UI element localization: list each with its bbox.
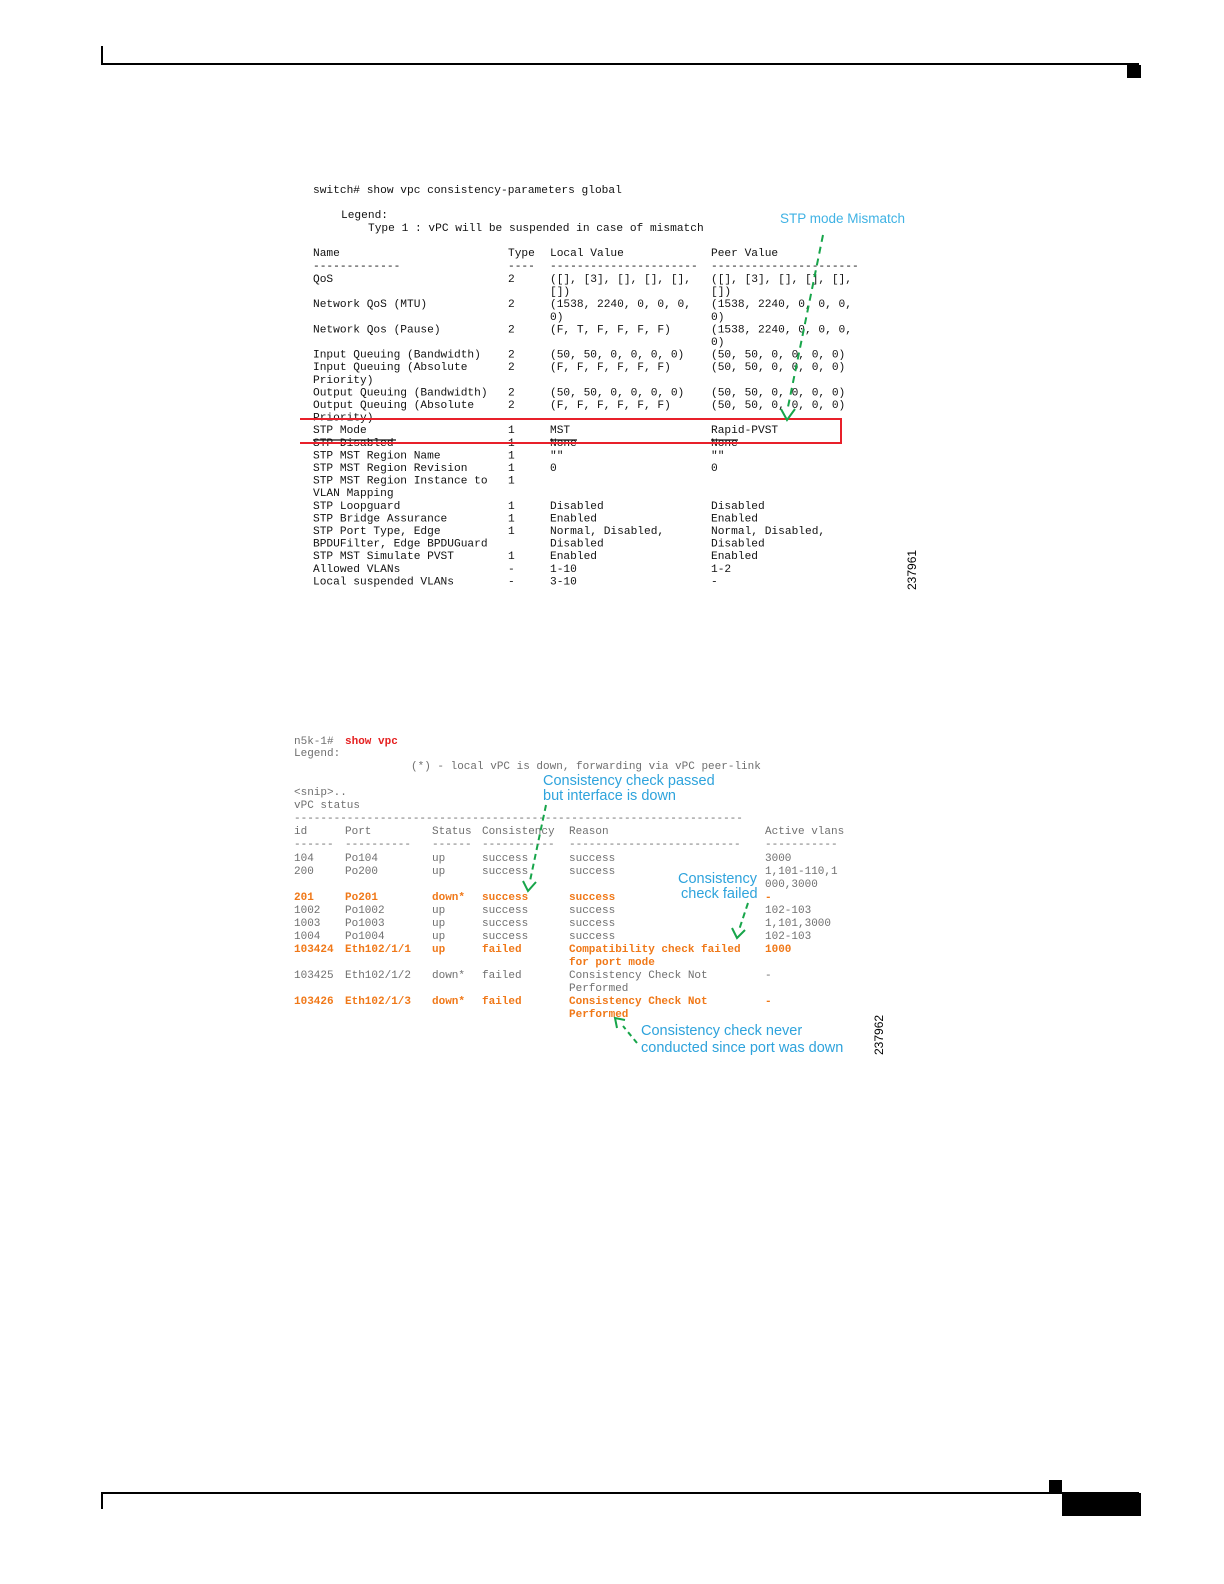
cell-consistency: success	[482, 905, 529, 917]
cell-local-value: Normal, Disabled,	[550, 526, 665, 538]
cell-consistency: success	[482, 931, 529, 943]
figure-consistency-parameters-canvas	[300, 175, 940, 605]
figure-id: 237961	[905, 549, 919, 590]
legend-line: (*) - local vPC is down, forwarding via vPC peer-link	[411, 761, 761, 773]
legend-line: Type 1 : vPC will be suspended in case of mismatch	[368, 223, 704, 235]
footer-corner-mark	[1049, 1480, 1062, 1493]
header-corner-mark	[1127, 65, 1141, 78]
cell-status: down*	[432, 970, 466, 982]
header-dash-type: ----	[508, 261, 535, 273]
cell-active-vlans: -	[765, 892, 772, 904]
legend-label: Legend:	[341, 210, 388, 222]
cell-peer-value: -	[711, 576, 718, 589]
snip-marker: <snip>..	[294, 787, 347, 799]
cell-peer-value: Disabled	[711, 538, 765, 551]
cell-consistency: success	[482, 866, 529, 878]
cell-type: 2	[508, 299, 515, 312]
header-local-value: Local Value	[550, 248, 624, 260]
cell-peer-value: ""	[711, 450, 725, 463]
cell-reason: Consistency Check Not	[569, 996, 708, 1008]
cell-status: up	[432, 853, 446, 865]
cell-type: 1	[508, 526, 515, 538]
header-peer-value: Peer Value	[711, 248, 779, 260]
cell-status: up	[432, 944, 446, 956]
cell-name: STP Mode	[313, 425, 367, 438]
cell-local-value: (50, 50, 0, 0, 0, 0)	[550, 349, 685, 362]
figure-id: 237962	[872, 1014, 886, 1055]
cell-peer-value: Normal, Disabled,	[711, 526, 826, 538]
cell-name: Network QoS (MTU)	[313, 299, 428, 312]
cell-name: Network Qos (Pause)	[313, 324, 441, 337]
cell-reason: Performed	[569, 1009, 629, 1021]
cell-port: Po201	[345, 892, 379, 904]
cell-local-value: [])	[550, 286, 571, 299]
cell-status: up	[432, 905, 446, 917]
header-status: Status	[432, 826, 472, 838]
cell-name: Local suspended VLANs	[313, 576, 454, 589]
cell-peer-value: 0	[711, 463, 718, 475]
cell-id: 103425	[294, 970, 334, 982]
header-dash-port: ----------	[345, 839, 412, 851]
cell-local-value: Enabled	[550, 513, 597, 526]
separator-line: --------------------------------------------------------------------	[294, 813, 743, 825]
cell-active-vlans: 102-103	[765, 931, 812, 943]
header-dash-name: -------------	[313, 261, 401, 273]
cell-reason: success	[569, 931, 616, 943]
header-type: Type	[508, 248, 535, 260]
cell-type: -	[508, 576, 515, 589]
cell-name: Output Queuing (Bandwidth)	[313, 387, 488, 400]
cell-peer-value: (50, 50, 0, 0, 0, 0)	[711, 349, 846, 362]
cell-port: Eth102/1/2	[345, 970, 412, 982]
cell-peer-value: (1538, 2240, 0, 0, 0,	[711, 324, 852, 337]
figure-consistency-parameters	[300, 175, 940, 605]
cell-active-vlans: 102-103	[765, 905, 812, 917]
cell-port: Po1002	[345, 905, 385, 917]
cell-name: STP MST Simulate PVST	[313, 551, 454, 564]
cell-peer-value: Enabled	[711, 551, 758, 564]
footer-page-tab	[1062, 1493, 1141, 1516]
cell-id: 1004	[294, 931, 321, 943]
header-reason: Reason	[569, 826, 609, 838]
table-header	[294, 826, 844, 851]
header-dash-id: ------	[294, 839, 334, 851]
cell-name: Output Queuing (Absolute	[313, 400, 475, 412]
cell-local-value: (1538, 2240, 0, 0, 0,	[550, 299, 691, 312]
cell-type: 1	[508, 475, 515, 488]
cell-name: Priority)	[313, 412, 374, 425]
cell-local-value: 0	[550, 463, 557, 475]
footer-tick-mark	[101, 1492, 103, 1509]
callout-passed-line2: but interface is down	[543, 788, 676, 804]
header-tick-mark	[101, 46, 103, 64]
callout-stp-mode-mismatch: STP mode Mismatch	[780, 211, 906, 226]
arrow-failed-head	[732, 928, 745, 938]
footer-rule	[101, 1492, 1139, 1494]
figure-show-vpc-canvas	[280, 725, 900, 1065]
cell-active-vlans: 3000	[765, 853, 792, 865]
cell-name: Priority)	[313, 374, 374, 387]
cell-name: BPDUFilter, Edge BPDUGuard	[313, 538, 488, 551]
cell-peer-value: (50, 50, 0, 0, 0, 0)	[711, 362, 846, 375]
cell-type: 2	[508, 387, 515, 400]
cell-local-value: 0)	[550, 311, 564, 324]
cell-type: 2	[508, 274, 515, 286]
cell-type: 2	[508, 349, 515, 362]
cell-port: Po200	[345, 866, 379, 878]
cell-id: 200	[294, 866, 314, 878]
cell-consistency: success	[482, 892, 529, 904]
header-dash-local: ----------------------	[550, 261, 698, 273]
cell-local-value: 1-10	[550, 563, 577, 576]
cell-status: up	[432, 931, 446, 943]
cell-name: STP Bridge Assurance	[313, 513, 448, 526]
arrow-failed-line	[739, 903, 748, 930]
cell-port: Po1003	[345, 918, 385, 930]
cell-peer-value: 1-2	[711, 563, 732, 576]
cell-local-value: Disabled	[550, 538, 604, 551]
cell-local-value: Enabled	[550, 551, 597, 564]
cell-local-value: 3-10	[550, 576, 577, 589]
legend-label: Legend:	[294, 748, 341, 760]
cell-reason: success	[569, 905, 616, 917]
cell-local-value: (F, T, F, F, F, F)	[550, 324, 671, 337]
cell-id: 1003	[294, 918, 321, 930]
cell-type: 1	[508, 450, 515, 463]
cell-type: 1	[508, 437, 515, 450]
cell-name: QoS	[313, 274, 334, 286]
cell-peer-value: Rapid-PVST	[711, 425, 779, 438]
arrow-never-line	[623, 1026, 637, 1043]
cell-name: STP MST Region Instance to	[313, 475, 488, 488]
arrow-passed-head	[523, 881, 536, 891]
cell-local-value: (F, F, F, F, F, F)	[550, 362, 671, 375]
header-dash-vlans: -----------	[765, 839, 838, 851]
cell-port: Po1004	[345, 931, 385, 943]
cell-peer-value: ([], [3], [], [], [],	[711, 274, 852, 286]
header-active-vlans: Active vlans	[765, 826, 845, 838]
cell-reason: Consistency Check Not	[569, 970, 708, 982]
cell-name: VLAN Mapping	[313, 488, 394, 501]
cell-consistency: failed	[482, 970, 522, 982]
cell-peer-value: Enabled	[711, 513, 758, 526]
cell-active-vlans: -	[765, 996, 772, 1008]
header-rule	[101, 63, 1139, 65]
cell-reason: for port mode	[569, 957, 655, 969]
cell-name: Input Queuing (Absolute	[313, 362, 468, 375]
cell-status: down*	[432, 892, 466, 904]
cell-reason: success	[569, 918, 616, 930]
cell-type: 2	[508, 362, 515, 375]
cell-id: 103424	[294, 944, 334, 956]
header-port: Port	[345, 826, 372, 838]
header-dash-status: ------	[432, 839, 472, 851]
cell-local-value: Disabled	[550, 500, 604, 513]
cell-reason: Performed	[569, 983, 629, 995]
cell-consistency: success	[482, 853, 529, 865]
cell-consistency: failed	[482, 944, 522, 956]
cli-command: show vpc	[345, 736, 398, 748]
cell-type: 2	[508, 324, 515, 337]
cell-name: STP Port Type, Edge	[313, 526, 441, 538]
cell-id: 103426	[294, 996, 334, 1008]
cell-id: 104	[294, 853, 314, 865]
cell-active-vlans: -	[765, 970, 772, 982]
callout-never-line1: Consistency check never	[641, 1023, 803, 1039]
cell-name: STP Disabled	[313, 437, 394, 450]
header-name: Name	[313, 248, 340, 260]
cli-prompt: n5k-1#	[294, 736, 334, 748]
cli-command: switch# show vpc consistency-parameters global	[313, 185, 622, 197]
cell-reason: success	[569, 866, 616, 878]
cell-consistency: success	[482, 918, 529, 930]
cell-status: up	[432, 866, 446, 878]
cell-peer-value: 0)	[711, 337, 725, 349]
cell-id: 201	[294, 892, 314, 904]
cell-active-vlans: 1,101,3000	[765, 918, 832, 930]
cell-type: 2	[508, 400, 515, 412]
header-dash-reason: --------------------------	[569, 839, 741, 851]
cell-local-value: None	[550, 437, 577, 450]
cell-type: 1	[508, 425, 515, 438]
cell-peer-value: 0)	[711, 311, 725, 324]
header-dash-consistency: -----------	[482, 839, 555, 851]
cell-name: STP MST Region Name	[313, 450, 441, 463]
header-dash-peer: ----------------------	[711, 261, 859, 273]
cell-local-value: ([], [3], [], [], [],	[550, 274, 691, 286]
cell-local-value: ""	[550, 450, 564, 463]
cell-type: 1	[508, 463, 515, 475]
vpc-status-label: vPC status	[294, 800, 361, 812]
cell-consistency: failed	[482, 996, 522, 1008]
cell-name: STP MST Region Revision	[313, 463, 468, 475]
callout-failed-line1: Consistency	[678, 871, 757, 887]
header-consistency: Consistency	[482, 826, 555, 838]
cell-peer-value: (50, 50, 0, 0, 0, 0)	[711, 400, 846, 412]
callout-never-line2: conducted since port was down	[641, 1040, 844, 1056]
cell-name: Allowed VLANs	[313, 563, 401, 576]
table-rows	[313, 274, 852, 588]
cell-peer-value: (50, 50, 0, 0, 0, 0)	[711, 387, 846, 400]
cell-local-value: (50, 50, 0, 0, 0, 0)	[550, 387, 685, 400]
cell-name: STP Loopguard	[313, 500, 401, 513]
callout-passed-line1: Consistency check passed	[543, 773, 715, 789]
header-id: id	[294, 826, 308, 838]
cell-type: 1	[508, 551, 515, 564]
cell-active-vlans: 1000	[765, 944, 792, 956]
cell-name: Input Queuing (Bandwidth)	[313, 349, 481, 362]
callout-failed-line2: check failed	[681, 886, 758, 902]
cell-reason: Compatibility check failed	[569, 944, 741, 956]
cell-id: 1002	[294, 905, 321, 917]
cell-peer-value: [])	[711, 286, 732, 299]
cell-port: Po104	[345, 853, 379, 865]
cell-status: up	[432, 918, 446, 930]
cell-local-value: (F, F, F, F, F, F)	[550, 400, 671, 412]
cell-local-value: MST	[550, 425, 571, 438]
cell-active-vlans: 000,3000	[765, 879, 818, 891]
cell-reason: success	[569, 853, 616, 865]
cell-active-vlans: 1,101-110,1	[765, 866, 838, 878]
cell-type: -	[508, 563, 515, 576]
cell-port: Eth102/1/1	[345, 944, 412, 956]
cell-peer-value: None	[711, 437, 738, 450]
cell-status: down*	[432, 996, 466, 1008]
cell-type: 1	[508, 513, 515, 526]
cell-type: 1	[508, 500, 515, 513]
figure-show-vpc	[280, 725, 900, 1065]
cell-peer-value: Disabled	[711, 500, 765, 513]
cell-peer-value: (1538, 2240, 0, 0, 0,	[711, 299, 852, 312]
table-header	[313, 248, 859, 273]
cell-reason: success	[569, 892, 616, 904]
cell-port: Eth102/1/3	[345, 996, 412, 1008]
